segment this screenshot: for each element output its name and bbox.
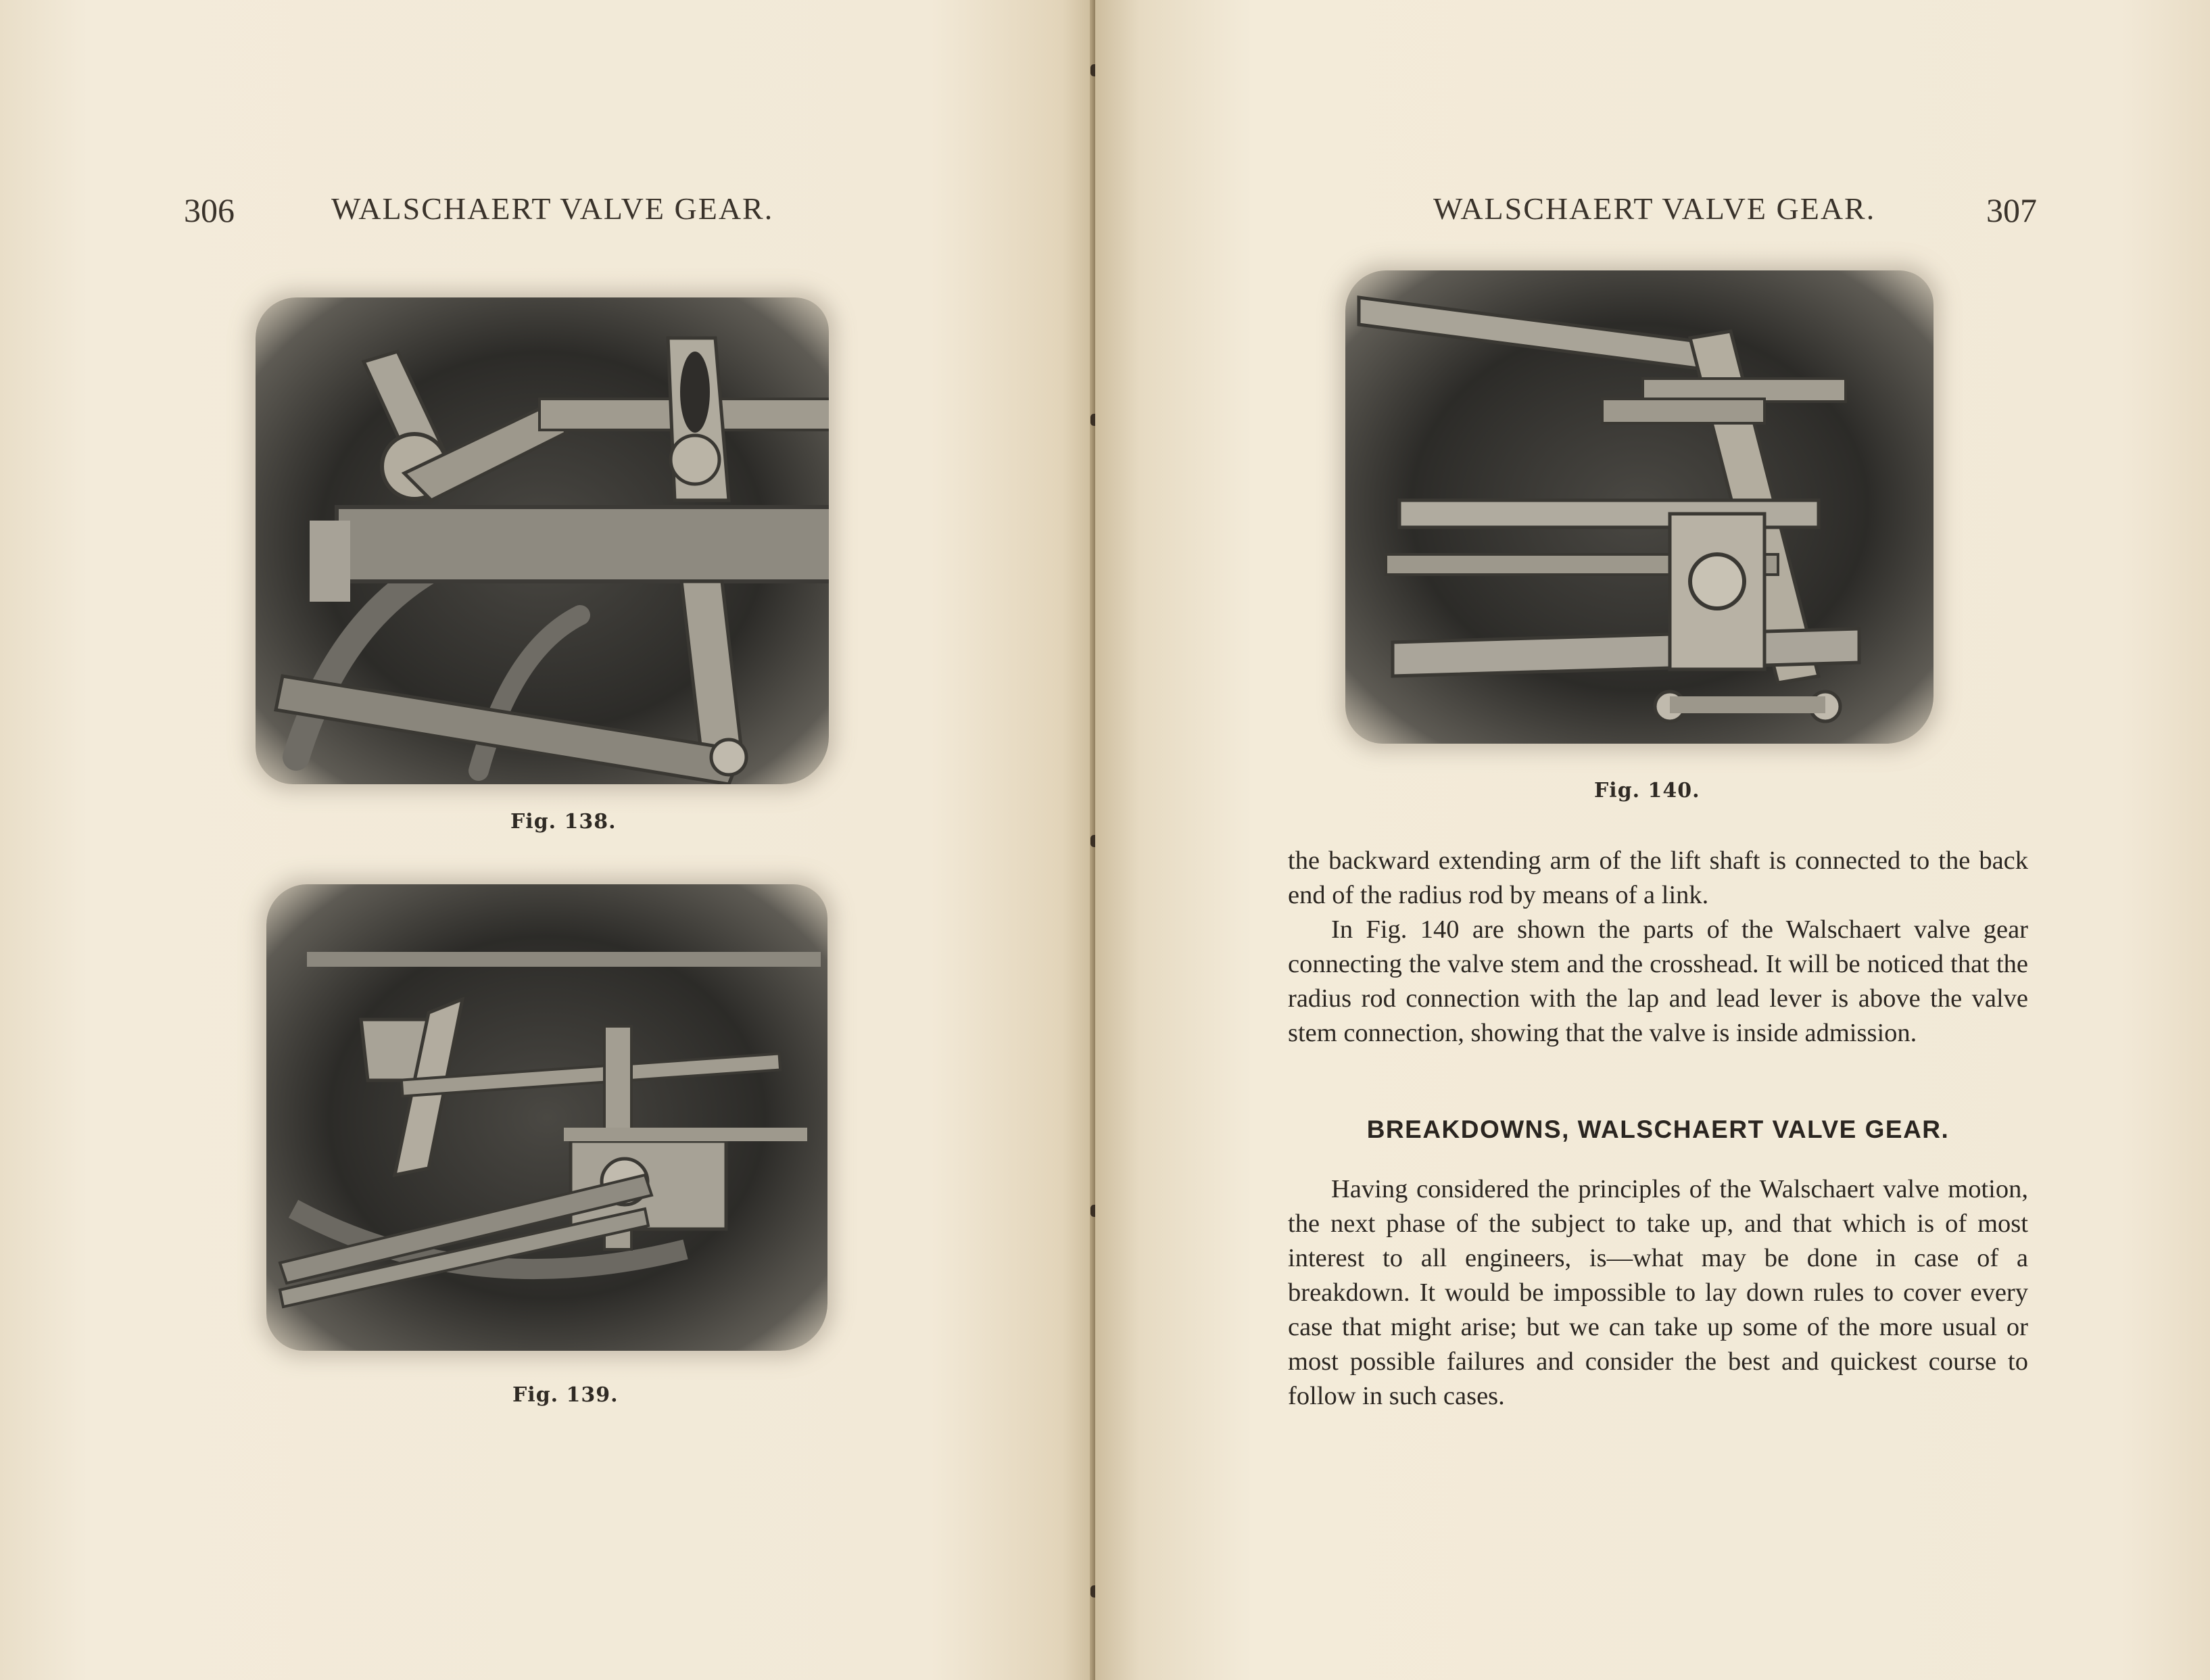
figure-caption: Fig. 140. (1594, 779, 1700, 802)
page-number: 307 (1986, 191, 2037, 229)
running-head: WALSCHAERT VALVE GEAR. (331, 191, 774, 226)
body-paragraph: the backward extending arm of the lift shaft is connected to the back end of the radius rod by means of a link. (1288, 846, 2028, 909)
page-number: 306 (184, 191, 235, 229)
section-heading: BREAKDOWNS, WALSCHAERT VALVE GEAR. (1366, 1115, 1950, 1143)
left-page (0, 0, 1095, 1680)
figure-caption: Fig. 139. (512, 1383, 619, 1407)
valve-gear-illustration (1345, 270, 1933, 744)
body-paragraph: In Fig. 140 are shown the parts of the Walschaert valve gear connecting the valve stem and the crosshead. It will be noticed that the radius rod connection with the lap and lead lever is above the valve stem connection, showing that the valve is inside admission. (1288, 915, 2028, 1047)
running-head: WALSCHAERT VALVE GEAR. (1433, 191, 1876, 226)
body-paragraph: Having considered the principles of the Walschaert valve motion, the next phase of the subject to take up, and that which is of most interest to all engineers, is—what may be done in case of a breakdown. It would be impossible to lay down rules to cover every case that might arise; but we can take up some of the more usual or most possible failures and consider the best and quickest course to follow in such cases. (1288, 1175, 2028, 1410)
figure-138-image (256, 297, 829, 784)
valve-gear-illustration (256, 297, 829, 784)
figure-139-image (266, 884, 827, 1351)
body-text-block (1288, 844, 2028, 1051)
right-page (1095, 0, 2210, 1680)
figure-140-image (1345, 270, 1933, 744)
figure-caption: Fig. 138. (510, 810, 617, 834)
valve-gear-illustration (266, 884, 827, 1351)
body-text-block (1288, 1172, 2028, 1414)
